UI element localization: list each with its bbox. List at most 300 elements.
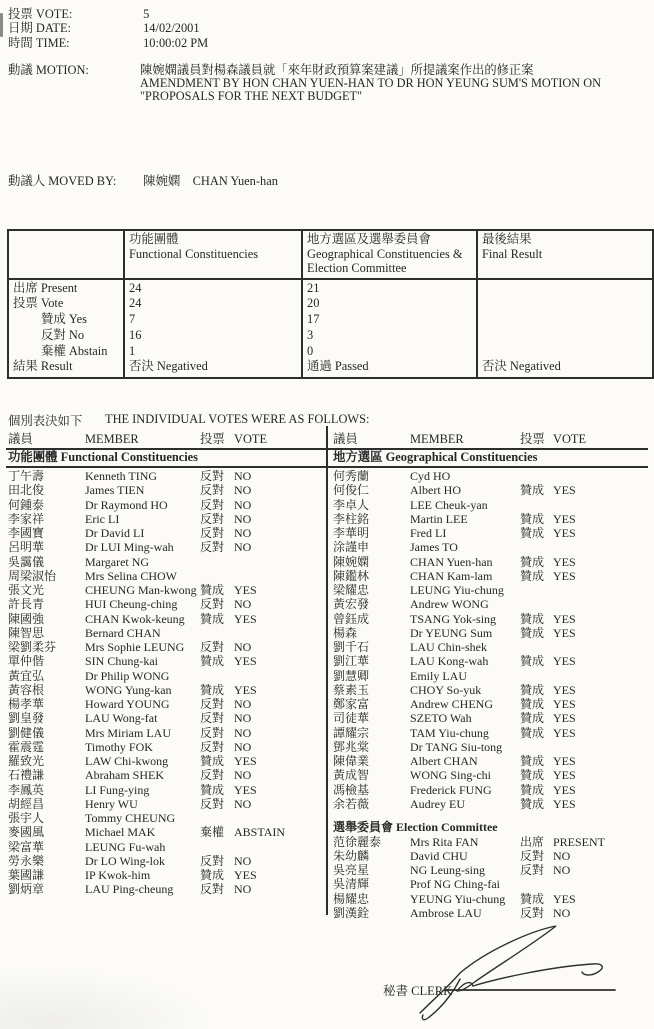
member-name-zh: 何俊仁 <box>333 483 370 498</box>
member-vote-en: YES <box>553 554 576 569</box>
member-name-zh: 許長青 <box>8 597 45 612</box>
member-vote-zh: 出席 <box>520 834 545 849</box>
scan-wrinkle <box>0 960 240 1029</box>
summary-final-value <box>482 312 648 328</box>
summary-gc-value: 17 <box>307 312 320 327</box>
member-name-zh: 蔡素玉 <box>333 682 370 697</box>
member-vote-zh: 反對 <box>520 863 545 877</box>
summary-fc-value: 1 <box>129 343 136 358</box>
member-name-en: SZETO Wah <box>410 711 472 726</box>
member-name-en: Emily LAU <box>410 668 467 683</box>
member-vote-en <box>234 569 326 583</box>
summary-row-labels <box>8 279 124 378</box>
member-row <box>333 555 651 569</box>
summary-header-empty <box>8 230 124 279</box>
clerk-signature <box>378 915 644 1027</box>
member-name-en: Martin LEE <box>410 511 468 526</box>
member-vote-zh: 贊成 <box>520 568 545 583</box>
member-name-zh: 吳亮星 <box>333 863 370 877</box>
member-en-header: MEMBER <box>85 432 139 446</box>
member-name-zh: 何秀蘭 <box>333 469 370 483</box>
member-vote-zh: 贊成 <box>200 611 225 626</box>
member-vote-zh: 反對 <box>520 848 545 863</box>
member-vote-en <box>234 555 326 569</box>
member-vote-en: NO <box>234 796 252 811</box>
election-committee-spacer <box>333 811 651 820</box>
member-vote-en <box>553 669 651 683</box>
summary-row-label: 反對 No <box>41 327 85 342</box>
member-vote-zh: 贊成 <box>520 654 545 669</box>
member-vote-zh: 贊成 <box>520 711 545 726</box>
member-name-zh: 胡經昌 <box>8 796 45 811</box>
member-vote-en: NO <box>234 597 252 612</box>
member-vote-en: YES <box>553 725 576 740</box>
summary-row-label: 投票 Vote <box>13 296 64 311</box>
member-name-zh: 梁劉柔芬 <box>8 640 57 654</box>
member-name-zh: 勞永樂 <box>8 853 45 868</box>
member-name-zh: 李柱銘 <box>333 511 370 526</box>
member-vote-zh: 反對 <box>520 905 545 920</box>
member-name-en: Mrs Rita FAN <box>410 834 479 849</box>
member-vote-en: YES <box>234 868 257 882</box>
member-vote-en <box>553 640 651 654</box>
member-row <box>8 740 326 754</box>
summary-fc-value: 24 <box>129 296 142 311</box>
member-vote-en <box>553 498 651 512</box>
member-vote-en: NO <box>234 739 252 754</box>
member-vote-en <box>553 877 651 891</box>
member-row <box>8 797 326 811</box>
member-vote-en: NO <box>234 640 252 654</box>
member-vote-zh: 反對 <box>200 739 225 754</box>
member-vote-en: YES <box>553 711 576 726</box>
member-vote-en <box>234 669 326 683</box>
member-en-header: MEMBER <box>410 432 464 446</box>
member-row <box>333 669 651 683</box>
motion-text-en-line1: AMENDMENT BY HON CHAN YUEN-HAN TO DR HON YEUNG SUM'S MOTION ON <box>140 75 601 90</box>
motion-text-zh: 陳婉嫻議員對楊森議員就「來年財政預算案建議」所提議案作出的修正案 <box>140 63 534 77</box>
member-row <box>333 483 651 497</box>
member-name-en: Dr Philip WONG <box>85 668 170 683</box>
member-name-zh: 丁午壽 <box>8 469 45 483</box>
member-name-zh: 楊耀忠 <box>333 891 370 906</box>
member-name-zh: 霍震霆 <box>8 739 45 754</box>
member-vote-en: YES <box>553 526 576 540</box>
member-name-zh: 劉炳章 <box>8 882 45 897</box>
member-vote-en: YES <box>553 625 576 640</box>
summary-fc-values <box>124 279 302 378</box>
moved-by-label: 動議人 MOVED BY: <box>8 174 117 188</box>
summary-body-row <box>8 279 653 378</box>
member-vote-zh <box>520 540 553 554</box>
date-label: 日期 DATE: <box>8 21 71 36</box>
member-name-zh: 譚耀宗 <box>333 725 370 740</box>
member-vote-zh: 贊成 <box>200 754 225 768</box>
member-vote-zh: 贊成 <box>520 782 545 797</box>
member-vote-en: NO <box>234 497 252 512</box>
functional-rows <box>8 469 326 897</box>
member-name-zh: 黃宏發 <box>333 597 370 612</box>
member-row <box>333 498 651 512</box>
member-zh-header: 議員 <box>8 432 33 446</box>
member-name-en: SIN Chung-kai <box>85 654 158 669</box>
member-name-en: Dr LO Wing-lok <box>85 853 165 868</box>
member-vote-en: YES <box>234 611 257 626</box>
member-row <box>8 555 326 569</box>
time-label: 時間 TIME: <box>8 35 70 50</box>
member-name-zh: 李卓人 <box>333 497 370 512</box>
member-name-zh: 李家祥 <box>8 511 45 526</box>
member-name-en: LEUNG Yiu-chung <box>410 583 504 597</box>
member-name-en: WONG Sing-chi <box>410 768 491 783</box>
member-vote-zh: 贊成 <box>200 682 225 697</box>
member-name-en: Kenneth TING <box>85 469 158 483</box>
member-name-zh: 范徐麗泰 <box>333 834 382 849</box>
member-name-zh: 陳偉業 <box>333 754 370 768</box>
member-vote-zh <box>200 555 234 569</box>
member-row <box>333 877 651 891</box>
member-vote-zh: 反對 <box>200 597 225 612</box>
member-row <box>333 640 651 654</box>
member-name-zh: 陳鑑林 <box>333 568 370 583</box>
member-row <box>8 726 326 740</box>
member-row <box>8 825 326 839</box>
member-name-en: Henry WU <box>85 796 138 811</box>
member-row <box>333 697 651 711</box>
member-name-en: Dr Raymond HO <box>85 497 168 512</box>
member-vote-zh: 贊成 <box>520 554 545 569</box>
member-vote-en <box>234 626 326 640</box>
member-vote-zh: 贊成 <box>520 526 545 540</box>
member-name-zh: 周梁淑怡 <box>8 568 57 583</box>
member-vote-zh <box>200 840 234 854</box>
summary-final-values <box>477 279 653 378</box>
member-name-zh: 朱幼麟 <box>333 848 370 863</box>
member-row <box>8 498 326 512</box>
member-vote-en: YES <box>234 654 257 669</box>
member-name-en: Ambrose LAU <box>410 905 482 920</box>
member-name-en: LAU Wong-fat <box>85 711 158 726</box>
member-vote-zh: 贊成 <box>520 725 545 740</box>
member-vote-zh: 贊成 <box>520 768 545 783</box>
member-row <box>333 849 651 863</box>
member-name-zh: 司徒華 <box>333 711 370 726</box>
time-value: 10:00:02 PM <box>143 35 209 50</box>
date-row <box>8 21 208 35</box>
member-name-en: Abraham SHEK <box>85 768 164 783</box>
member-vote-en <box>553 540 651 554</box>
member-vote-zh: 反對 <box>200 796 225 811</box>
geographical-block <box>333 469 651 920</box>
member-name-en: Bernard CHAN <box>85 625 161 640</box>
member-vote-zh: 贊成 <box>200 583 225 597</box>
member-name-en: Mrs Miriam LAU <box>85 725 171 740</box>
member-vote-en: NO <box>553 863 571 877</box>
member-vote-en <box>553 740 651 754</box>
member-row <box>333 835 651 849</box>
member-row <box>8 569 326 583</box>
motion-text <box>140 64 648 102</box>
summary-fc-value: 24 <box>129 280 142 295</box>
member-name-zh: 石禮謙 <box>8 768 45 783</box>
member-vote-en: YES <box>234 782 257 797</box>
member-vote-zh <box>200 669 234 683</box>
member-name-zh: 李華明 <box>333 526 370 540</box>
member-row <box>8 640 326 654</box>
member-name-en: LEUNG Fu-wah <box>85 839 166 854</box>
member-vote-en: YES <box>553 654 576 669</box>
member-name-en: Dr YEUNG Sum <box>410 625 493 640</box>
summary-gc-value: 3 <box>307 327 314 342</box>
vote-en-header: VOTE <box>234 432 268 446</box>
member-vote-zh: 反對 <box>200 526 225 540</box>
member-vote-zh <box>520 877 553 891</box>
member-vote-zh: 反對 <box>200 882 225 897</box>
member-row <box>8 697 326 711</box>
member-vote-en: YES <box>553 568 576 583</box>
member-vote-zh: 反對 <box>200 540 225 555</box>
member-name-zh: 呂明華 <box>8 540 45 555</box>
member-name-zh: 楊孝華 <box>8 697 45 711</box>
member-name-en: James TO <box>410 540 458 555</box>
individual-heading-en: THE INDIVIDUAL VOTES WERE AS FOLLOWS: <box>105 412 370 426</box>
member-name-en: Andrew WONG <box>410 597 489 612</box>
member-name-en: NG Leung-sing <box>410 863 485 877</box>
member-name-zh: 李鳳英 <box>8 782 45 797</box>
member-vote-zh: 反對 <box>200 497 225 512</box>
member-vote-en: NO <box>234 697 252 711</box>
member-vote-en: NO <box>234 540 252 555</box>
member-vote-en: YES <box>553 891 576 906</box>
member-row <box>8 711 326 725</box>
moved-by-value: 陳婉嫻 CHAN Yuen-han <box>143 174 278 188</box>
member-row <box>8 768 326 782</box>
member-vote-zh: 贊成 <box>200 782 225 797</box>
summary-header-row <box>8 230 653 279</box>
member-name-zh: 黃容根 <box>8 682 45 697</box>
member-row <box>333 512 651 526</box>
member-row <box>8 512 326 526</box>
member-name-en: IP Kwok-him <box>85 868 151 882</box>
member-name-en: Eric LI <box>85 511 120 526</box>
member-vote-zh <box>520 640 553 654</box>
member-vote-en: NO <box>234 725 252 740</box>
member-name-zh: 劉千石 <box>333 640 370 654</box>
member-name-en: David CHU <box>410 848 468 863</box>
member-name-zh: 陳婉嫻 <box>333 554 370 569</box>
election-rows <box>333 835 651 921</box>
member-row <box>8 597 326 611</box>
member-name-en: CHAN Kwok-keung <box>85 611 185 626</box>
member-vote-zh: 贊成 <box>200 868 225 882</box>
clerk-label: 秘書 CLERK <box>383 984 453 998</box>
member-name-en: Audrey EU <box>410 796 465 811</box>
member-row <box>333 726 651 740</box>
member-row <box>8 483 326 497</box>
member-row <box>333 597 651 611</box>
summary-final-value: 否決 Negatived <box>482 359 561 374</box>
member-vote-en: YES <box>553 511 576 526</box>
member-name-zh: 張文光 <box>8 583 45 597</box>
member-name-en: Dr TANG Siu-tong <box>410 739 503 754</box>
member-vote-zh: 反對 <box>200 768 225 783</box>
summary-gc-value: 0 <box>307 343 314 358</box>
member-name-en: Albert HO <box>410 483 461 498</box>
member-name-en: Timothy FOK <box>85 739 153 754</box>
member-name-en: Andrew CHENG <box>410 697 493 711</box>
member-row <box>8 654 326 668</box>
member-row <box>8 783 326 797</box>
member-vote-en: YES <box>234 583 257 597</box>
member-row <box>8 626 326 640</box>
summary-header-geographical: 地方選區及選舉委員會 Geographical Constituencies & Election Committee <box>302 230 477 279</box>
member-vote-en: YES <box>553 611 576 626</box>
summary-gc-value: 20 <box>307 296 320 311</box>
time-row <box>8 36 208 50</box>
vote-en-header: VOTE <box>553 432 587 446</box>
member-name-en: LAU Chin-shek <box>410 640 487 654</box>
member-vote-en <box>234 811 326 825</box>
member-vote-en: YES <box>553 796 576 811</box>
vote-meta <box>8 7 208 50</box>
individual-heading-zh: 個別表決如下 <box>8 414 83 428</box>
member-row <box>333 754 651 768</box>
moved-by <box>8 171 278 189</box>
member-name-zh: 涂謹申 <box>333 540 370 555</box>
member-vote-zh <box>520 469 553 483</box>
summary-fc-value: 否決 Negatived <box>129 359 208 374</box>
member-vote-en: YES <box>553 782 576 797</box>
member-name-zh: 田北俊 <box>8 483 45 498</box>
member-vote-zh: 反對 <box>200 853 225 868</box>
member-vote-en: YES <box>553 483 576 498</box>
vote-number-label: 投票 VOTE: <box>8 7 73 21</box>
summary-table <box>7 229 654 379</box>
member-vote-en: NO <box>553 848 571 863</box>
member-row <box>8 882 326 896</box>
member-row <box>8 526 326 540</box>
member-row <box>8 540 326 554</box>
summary-row-label: 棄權 Abstain <box>41 343 108 358</box>
summary-row-label: 贊成 Yes <box>41 312 87 327</box>
member-vote-en: NO <box>234 511 252 526</box>
member-name-zh: 梁富華 <box>8 839 45 854</box>
member-row <box>8 854 326 868</box>
member-vote-en: YES <box>234 682 257 697</box>
member-row <box>8 683 326 697</box>
member-name-en: TAM Yiu-chung <box>410 725 489 740</box>
summary-final-value <box>482 344 648 360</box>
summary-row-label: 結果 Result <box>13 359 73 374</box>
member-vote-en: NO <box>234 469 252 483</box>
section-header-geographical: 地方選區 Geographical Constituencies <box>333 450 538 464</box>
member-vote-en: YES <box>553 768 576 783</box>
member-name-zh: 劉皇發 <box>8 711 45 726</box>
member-name-en: Tommy CHEUNG <box>85 811 176 825</box>
member-name-zh: 劉健儀 <box>8 725 45 740</box>
member-vote-en: YES <box>553 697 576 711</box>
member-vote-zh <box>520 583 553 597</box>
member-vote-en: YES <box>553 754 576 768</box>
member-row <box>8 612 326 626</box>
member-name-en: Frederick FUNG <box>410 782 492 797</box>
member-row <box>333 892 651 906</box>
member-name-zh: 陳國強 <box>8 611 45 626</box>
summary-header-final: 最後結果 Final Result <box>477 230 653 279</box>
member-row <box>8 811 326 825</box>
member-name-zh: 單仲偕 <box>8 654 45 669</box>
member-vote-zh <box>200 626 234 640</box>
column-headers-right <box>333 432 651 446</box>
member-vote-zh <box>520 498 553 512</box>
member-name-zh: 麥國風 <box>8 825 45 840</box>
member-row <box>333 740 651 754</box>
member-name-en: LAW Chi-kwong <box>85 754 169 768</box>
member-vote-en: ABSTAIN <box>234 825 286 840</box>
member-vote-zh: 反對 <box>200 711 225 726</box>
vote-number-value: 5 <box>143 7 150 21</box>
member-vote-zh: 贊成 <box>520 625 545 640</box>
member-vote-en <box>553 583 651 597</box>
member-name-zh: 余若薇 <box>333 796 370 811</box>
summary-header-functional: 功能團體 Functional Constituencies <box>124 230 302 279</box>
member-vote-zh: 贊成 <box>520 611 545 626</box>
member-vote-zh: 反對 <box>200 640 225 654</box>
summary-gc-value: 21 <box>307 280 320 295</box>
member-row <box>8 840 326 854</box>
member-name-zh: 葉國謙 <box>8 868 45 882</box>
member-vote-zh <box>200 811 234 825</box>
member-row <box>333 469 651 483</box>
vote-number-row <box>8 7 208 21</box>
member-vote-en: NO <box>234 768 252 783</box>
member-name-en: Fred LI <box>410 526 447 540</box>
vote-zh-header: 投票 <box>200 432 225 446</box>
member-vote-zh: 棄權 <box>200 825 225 840</box>
member-name-en: Dr David LI <box>85 526 145 540</box>
member-vote-zh <box>520 597 553 611</box>
member-name-en: Cyd HO <box>410 469 451 483</box>
member-name-en: WONG Yung-kan <box>85 682 172 697</box>
summary-row-label: 出席 Present <box>13 280 78 295</box>
member-name-en: LAU Kong-wah <box>410 654 489 669</box>
section-header-functional: 功能團體 Functional Constituencies <box>8 450 198 464</box>
member-vote-zh: 贊成 <box>520 754 545 768</box>
member-vote-en: NO <box>234 853 252 868</box>
member-name-en: Mrs Selina CHOW <box>85 568 177 583</box>
member-row <box>8 754 326 768</box>
member-vote-zh: 反對 <box>200 725 225 740</box>
member-vote-zh: 贊成 <box>520 511 545 526</box>
member-vote-en: NO <box>234 483 252 498</box>
summary-gc-values <box>302 279 477 378</box>
member-row <box>8 868 326 882</box>
member-row <box>333 626 651 640</box>
member-vote-en: NO <box>234 711 252 726</box>
member-name-en: Prof NG Ching-fai <box>410 877 500 892</box>
member-row <box>333 863 651 877</box>
member-name-en: James TIEN <box>85 483 145 498</box>
member-name-en: CHEUNG Man-kwong <box>85 583 197 597</box>
member-name-en: TSANG Yok-sing <box>410 611 497 626</box>
member-vote-en: PRESENT <box>553 834 606 849</box>
member-name-zh: 羅致光 <box>8 754 45 768</box>
member-vote-zh: 贊成 <box>520 891 545 906</box>
motion-text-en-line2: "PROPOSALS FOR THE NEXT BUDGET" <box>140 88 363 103</box>
member-vote-zh: 贊成 <box>520 682 545 697</box>
member-name-en: YEUNG Yiu-chung <box>410 891 506 906</box>
geographical-rows <box>333 469 651 811</box>
